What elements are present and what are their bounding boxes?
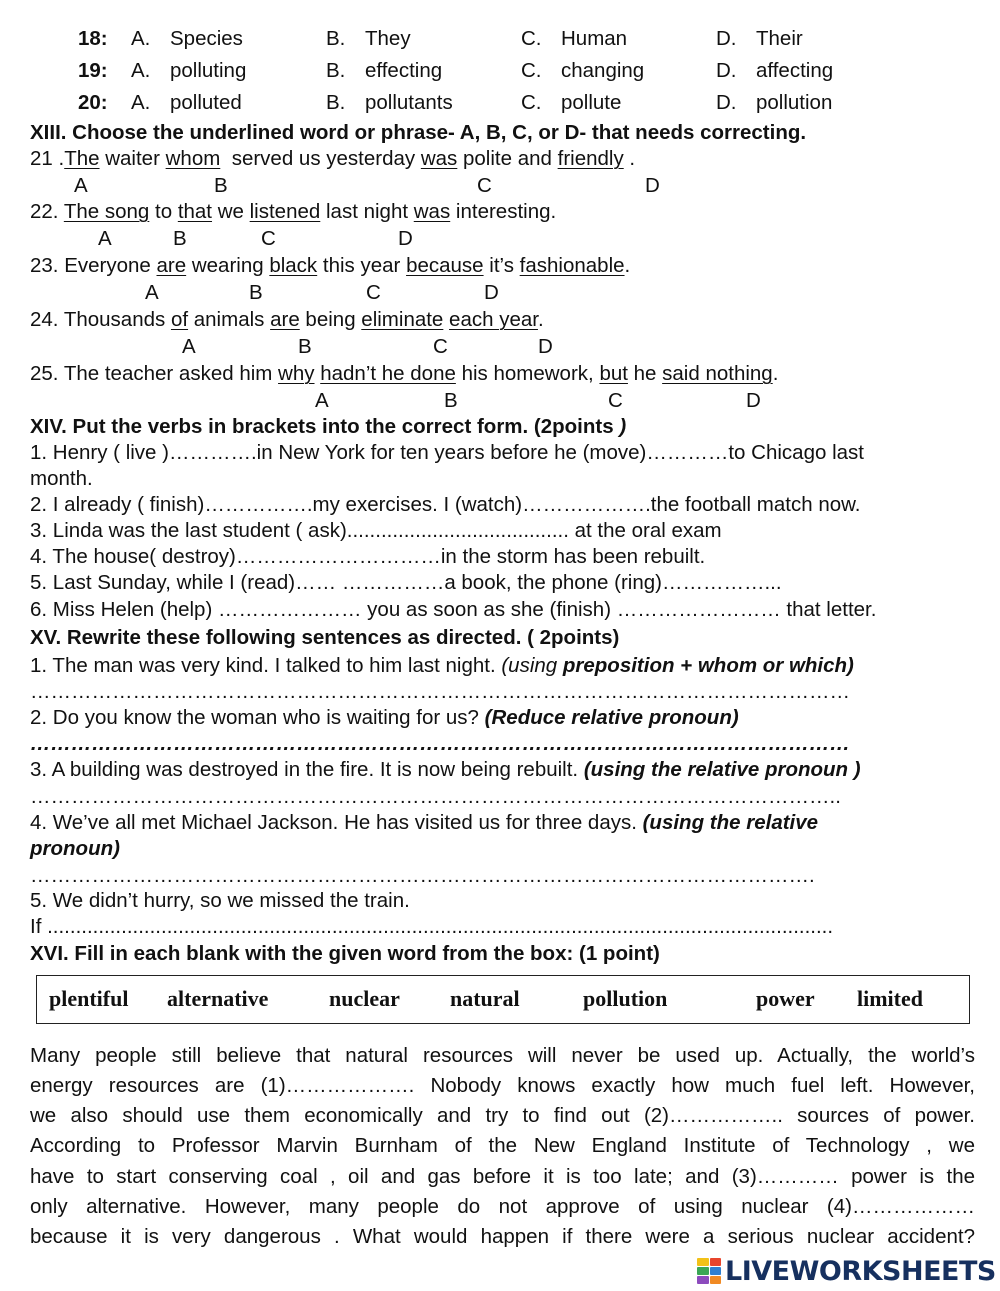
answer-line-1[interactable]: …………………………………………………………………………………………………………: [30, 680, 850, 703]
verb-item-4[interactable]: 4. The house( destroy)…………………………in the storm has been rebuilt.: [30, 545, 706, 568]
answer-letter-a[interactable]: A: [74, 174, 88, 197]
word-natural[interactable]: natural: [450, 986, 520, 1011]
section-xiv-title: XIV. Put the verbs in brackets into the correct form. (2points ): [30, 415, 627, 438]
passage-line[interactable]: energy resources are (1)………………. Nobody knows exactly how much fuel left. However,: [30, 1074, 975, 1097]
answer-letter-c[interactable]: C: [261, 227, 276, 250]
passage-line[interactable]: we also should use them economically and try to find out (2)…………….. sources of power.: [30, 1104, 975, 1127]
option-text[interactable]: Species: [170, 27, 243, 50]
question-22: 22. The song to that we listened last night was interesting.: [30, 200, 557, 223]
answer-letter-b[interactable]: B: [444, 389, 458, 412]
verb-item-5[interactable]: 5. Last Sunday, while I (read)…… ……………a book, the phone (ring)……………...: [30, 571, 782, 594]
answer-letter-d[interactable]: D: [538, 335, 553, 358]
option-text[interactable]: polluted: [170, 91, 242, 114]
answer-letter-b[interactable]: B: [214, 174, 228, 197]
answer-letter-a[interactable]: A: [145, 281, 159, 304]
rewrite-item-2: 2. Do you know the woman who is waiting for us? (Reduce relative pronoun): [30, 706, 739, 729]
option-letter: C.: [521, 91, 542, 114]
option-text[interactable]: effecting: [365, 59, 443, 82]
verb-item-2[interactable]: 2. I already ( finish)…………….my exercises. I (watch)……………….the football match now.: [30, 493, 861, 516]
passage-line: Many people still believe that natural resources will never be used up. Actually, the world’s: [30, 1044, 975, 1067]
option-letter: C.: [521, 27, 542, 50]
option-text[interactable]: Their: [756, 27, 803, 50]
answer-letter-d[interactable]: D: [746, 389, 761, 412]
answer-letter-b[interactable]: B: [298, 335, 312, 358]
option-text[interactable]: polluting: [170, 59, 247, 82]
answer-letter-c[interactable]: C: [433, 335, 448, 358]
option-letter: B.: [326, 27, 346, 50]
answer-letter-c[interactable]: C: [477, 174, 492, 197]
passage-line: because it is very dangerous . What would happen if there were a serious nuclear accident?: [30, 1225, 975, 1248]
option-text[interactable]: pollutants: [365, 91, 453, 114]
answer-letter-d[interactable]: D: [645, 174, 660, 197]
answer-line-4[interactable]: …………………………………………………………………………………………………….: [30, 864, 815, 887]
passage-line: According to Professor Marvin Burnham of the New England Institute of Technology , we: [30, 1134, 975, 1157]
option-letter: A.: [131, 91, 151, 114]
verb-item-6[interactable]: 6. Miss Helen (help) ………………… you as soon as she (finish) …………………… that letter.: [30, 598, 877, 621]
question-number: 18:: [78, 27, 108, 50]
option-letter: B.: [326, 91, 346, 114]
question-number: 19:: [78, 59, 108, 82]
answer-line-5[interactable]: If ..........................................................................................................................................: [30, 915, 834, 938]
option-letter: A.: [131, 59, 151, 82]
word-pollution[interactable]: pollution: [583, 986, 668, 1011]
section-xiii-title: XIII. Choose the underlined word or phrase- A, B, C, or D- that needs correcting.: [30, 121, 807, 144]
rewrite-item-1: 1. The man was very kind. I talked to him last night. (using preposition + whom or which): [30, 654, 854, 677]
option-text[interactable]: They: [365, 27, 411, 50]
section-xvi-title: XVI. Fill in each blank with the given word from the box: (1 point): [30, 942, 660, 965]
word-box: [36, 975, 970, 1024]
section-xv-title: XV. Rewrite these following sentences as directed. ( 2points): [30, 626, 620, 649]
passage-line[interactable]: only alternative. However, many people do not approve of using nuclear (4)………………: [30, 1195, 975, 1218]
option-letter: B.: [326, 59, 346, 82]
question-23: 23. Everyone are wearing black this year because it’s fashionable.: [30, 254, 631, 277]
answer-letter-a[interactable]: A: [315, 389, 329, 412]
answer-letter-c[interactable]: C: [366, 281, 381, 304]
word-limited[interactable]: limited: [857, 986, 923, 1011]
word-plentiful[interactable]: plentiful: [49, 986, 129, 1011]
word-nuclear[interactable]: nuclear: [329, 986, 400, 1011]
option-letter: C.: [521, 59, 542, 82]
answer-letter-a[interactable]: A: [182, 335, 196, 358]
option-letter: D.: [716, 59, 737, 82]
answer-letter-c[interactable]: C: [608, 389, 623, 412]
rewrite-item-4-cont: pronoun): [30, 837, 120, 860]
verb-item-1[interactable]: 1. Henry ( live )………….in New York for ten years before he (move)…………to Chicago last: [30, 441, 864, 464]
answer-letter-b[interactable]: B: [173, 227, 187, 250]
answer-letter-b[interactable]: B: [249, 281, 263, 304]
word-power[interactable]: power: [756, 986, 815, 1011]
answer-letter-a[interactable]: A: [98, 227, 112, 250]
option-text[interactable]: Human: [561, 27, 628, 50]
rewrite-item-4: 4. We’ve all met Michael Jackson. He has visited us for three days. (using the relative: [30, 811, 819, 834]
word-alternative[interactable]: alternative: [167, 986, 269, 1011]
option-text[interactable]: affecting: [756, 59, 834, 82]
liveworksheets-logo: [697, 1256, 996, 1286]
verb-item-3[interactable]: 3. Linda was the last student ( ask)....................................... at the oral exam: [30, 519, 722, 542]
question-24: 24. Thousands of animals are being eliminate each year.: [30, 308, 544, 331]
option-letter: D.: [716, 91, 737, 114]
question-21: 21 .The waiter whom served us yesterday was polite and friendly .: [30, 147, 636, 170]
option-letter: D.: [716, 27, 737, 50]
option-text[interactable]: pollution: [756, 91, 833, 114]
logo-wordmark: LIVEWORKSHEETS: [725, 1255, 996, 1287]
question-25: 25. The teacher asked him why hadn’t he done his homework, but he said nothing.: [30, 362, 779, 385]
rewrite-item-3: 3. A building was destroyed in the fire. It is now being rebuilt. (using the relative pronoun ): [30, 758, 861, 781]
passage-line[interactable]: have to start conserving coal , oil and gas before it is too late; and (3)………… power is the: [30, 1165, 975, 1188]
liveworksheets-logo-icon: [697, 1258, 721, 1284]
option-letter: A.: [131, 27, 151, 50]
answer-line-3[interactable]: ………………………………………………………………………………………………………..: [30, 785, 841, 808]
answer-letter-d[interactable]: D: [484, 281, 499, 304]
rewrite-item-5: 5. We didn’t hurry, so we missed the train.: [30, 889, 410, 912]
answer-line-2[interactable]: …………………………………………………………………………………………………………: [30, 732, 850, 755]
question-number: 20:: [78, 91, 108, 114]
verb-item-1-cont: month.: [30, 467, 93, 490]
option-text[interactable]: changing: [561, 59, 645, 82]
option-text[interactable]: pollute: [561, 91, 622, 114]
answer-letter-d[interactable]: D: [398, 227, 413, 250]
